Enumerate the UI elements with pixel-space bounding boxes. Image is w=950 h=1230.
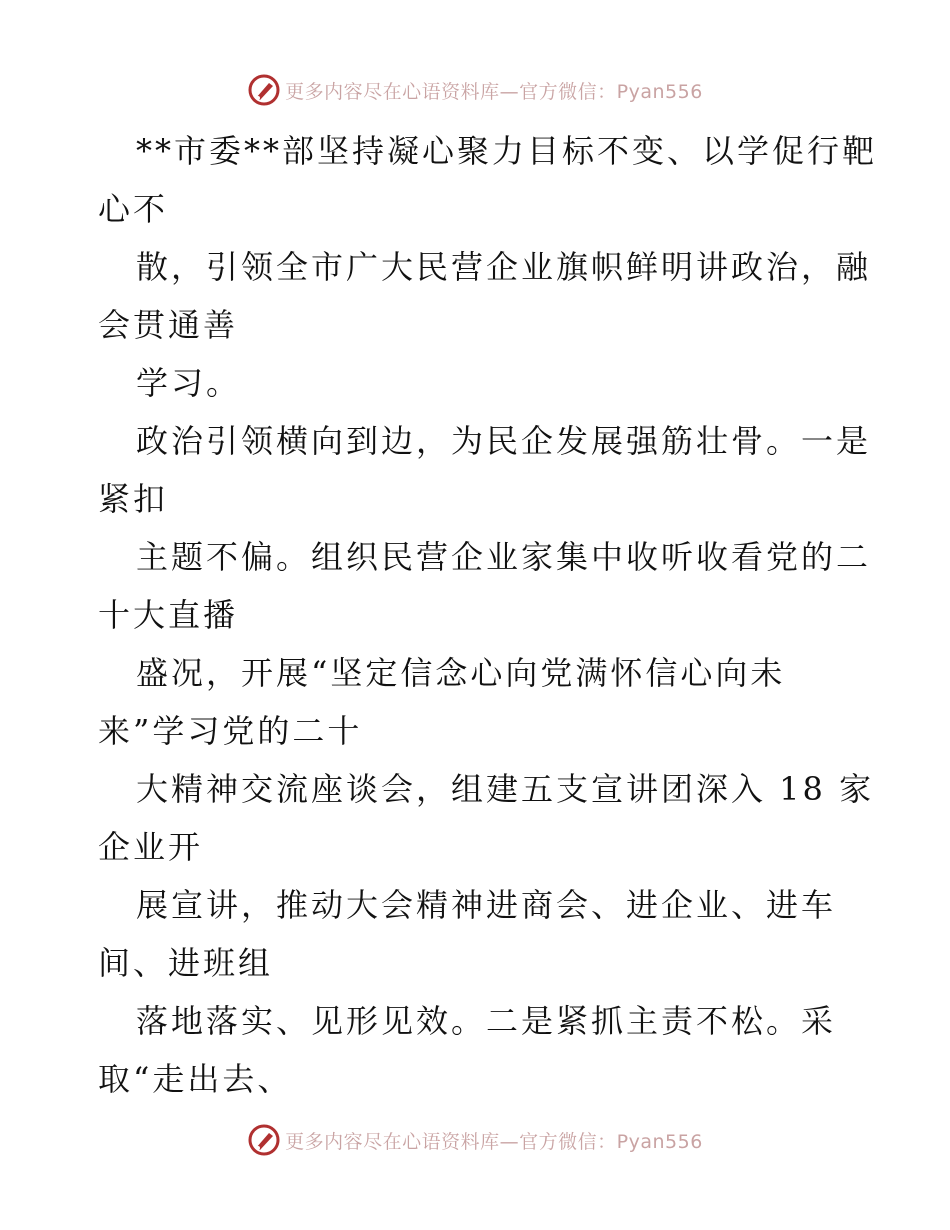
footer-watermark-text: 更多内容尽在心语资料库—官方微信：Pyan556	[285, 1130, 703, 1153]
paragraph-line: 盛况，开展“坚定信念心向党满怀信心向未	[136, 654, 786, 692]
paragraph-line: 来”学习党的二十	[98, 712, 363, 750]
paragraph-line: 大精神交流座谈会，组建五支宣讲团深入 18 家	[136, 770, 875, 808]
paragraph-line: 政治引领横向到边，为民企发展强筋壮骨。一是	[136, 422, 872, 460]
paragraph-line: 紧扣	[98, 480, 169, 518]
paragraph-line: 会贯通善	[98, 306, 239, 344]
paragraph-line: 心不	[98, 190, 169, 228]
pen-logo-icon	[247, 1123, 281, 1157]
header-watermark-text: 更多内容尽在心语资料库—官方微信：Pyan556	[285, 80, 703, 103]
paragraph-line: 展宣讲，推动大会精神进商会、进企业、进车	[136, 886, 837, 924]
paragraph-line: 取“走出去、	[98, 1060, 293, 1098]
paragraph-line: 间、进班组	[98, 944, 274, 982]
paragraph-line: 落地落实、见形见效。二是紧抓主责不松。采	[136, 1002, 837, 1040]
paragraph-line: 学习。	[136, 364, 242, 402]
paragraph-line: 企业开	[98, 828, 204, 866]
paragraph-line: 散，引领全市广大民营企业旗帜鲜明讲政治，融	[136, 248, 872, 286]
header-watermark	[0, 70, 950, 110]
paragraph-line: 十大直播	[98, 596, 239, 634]
document-body	[98, 122, 878, 1108]
paragraph-line: 主题不偏。组织民营企业家集中收听收看党的二	[136, 538, 872, 576]
paragraph-line: **市委**部坚持凝心聚力目标不变、以学促行靶	[136, 132, 878, 170]
footer-watermark	[0, 1120, 950, 1160]
pen-logo-icon	[247, 73, 281, 107]
